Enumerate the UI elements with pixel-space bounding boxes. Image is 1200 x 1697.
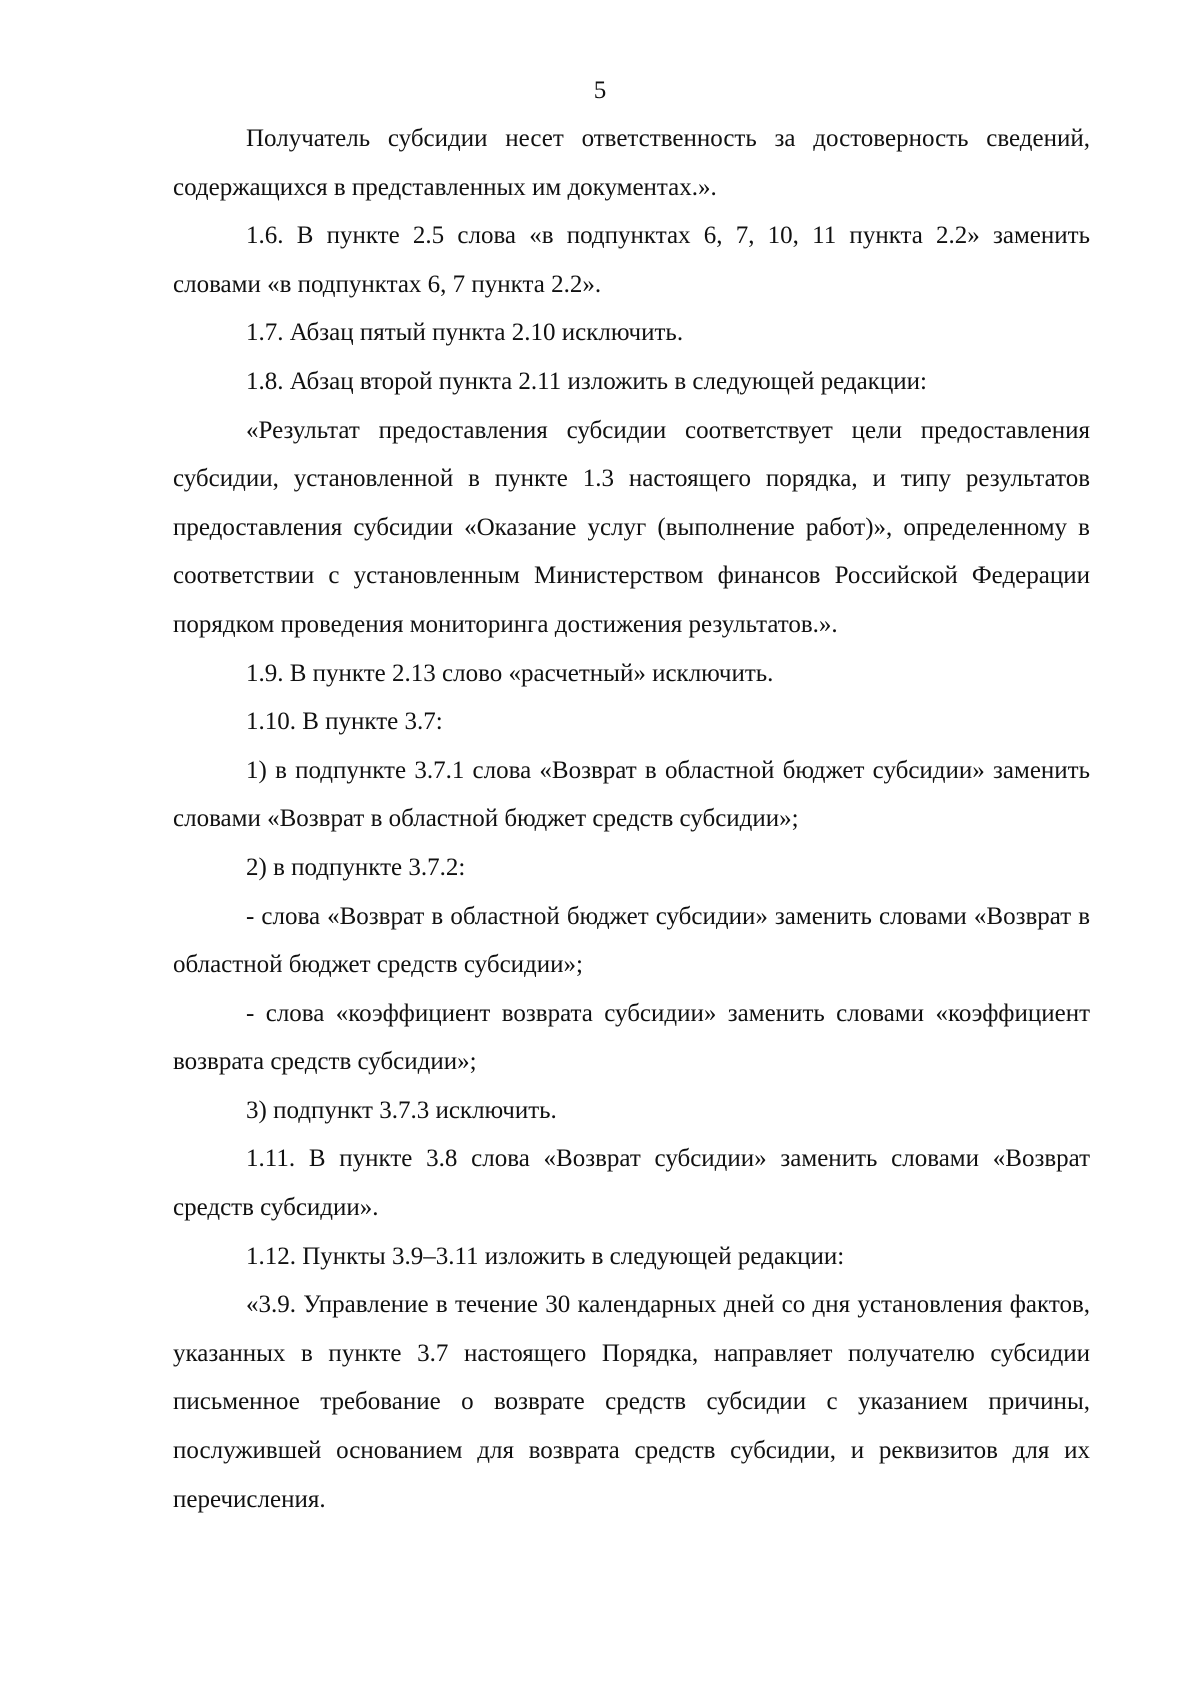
paragraph: 1.7. Абзац пятый пункта 2.10 исключить. — [246, 319, 684, 347]
paragraph: 1) в подпункте 3.7.1 слова «Возврат в областной бюджет субсидии» заменить словами «Возврат в областной бюджет средств субсидии»; — [173, 756, 1090, 833]
paragraph: 2) в подпункте 3.7.2: — [246, 853, 466, 881]
paragraph: - слова «Возврат в областной бюджет субсидии» заменить словами «Возврат в областной бюджет средств субсидии»; — [173, 902, 1090, 979]
paragraph: 1.12. Пункты 3.9–3.11 изложить в следующей редакции: — [246, 1242, 845, 1270]
paragraph: 1.9. В пункте 2.13 слово «расчетный» исключить. — [246, 659, 774, 687]
paragraph: 1.11. В пункте 3.8 слова «Возврат субсидии» заменить словами «Возврат средств субсидии». — [173, 1145, 1090, 1222]
paragraph: Получатель субсидии несет ответственность за достоверность сведений, содержащихся в представленных им документах.». — [173, 125, 1090, 201]
paragraph: 1.6. В пункте 2.5 слова «в подпунктах 6, 7, 10, 11 пункта 2.2» заменить словами «в подпунктах 6, 7 пункта 2.2». — [173, 222, 1090, 298]
paragraph: «3.9. Управление в течение 30 календарных дней со дня установления фактов, указанных в пункте 3.7 настоящего Порядка, направляет получателю субсидии письменное требование о возврате средств субсидии с указанием причины, послужившей основанием для возврата средств субсидии, и реквизитов для их перечисления. — [173, 1291, 1090, 1513]
page-number: 5 — [593, 77, 607, 104]
paragraph: - слова «коэффициент возврата субсидии» заменить словами «коэффициент возврата средств субсидии»; — [173, 999, 1090, 1076]
paragraph: «Результат предоставления субсидии соответствует цели предоставления субсидии, установленной в пункте 1.3 настоящего порядка, и типу результатов предоставления субсидии «Оказание услуг (выполнение работ)», определенному в соответствии с установленным Министерством финансов Российской Федерации порядком проведения мониторинга достижения результатов.». — [173, 416, 1090, 638]
paragraph: 1.10. В пункте 3.7: — [246, 708, 443, 736]
paragraph: 3) подпункт 3.7.3 исключить. — [246, 1096, 557, 1124]
document-body — [173, 115, 1090, 1524]
paragraph: 1.8. Абзац второй пункта 2.11 изложить в следующей редакции: — [246, 367, 927, 395]
